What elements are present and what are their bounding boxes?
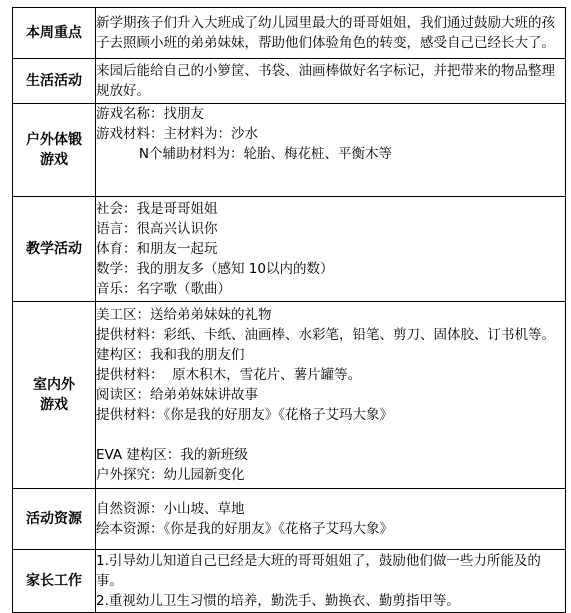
content-line: 新学期孩子们升入大班成了幼儿园里最大的哥哥姐姐，我们通过鼓励大班的孩子去照顾小班的弟弟妹妹，帮助他们体验角色的转变，感受自己已经长大了。 xyxy=(96,15,555,51)
content-teaching xyxy=(96,197,566,302)
content-line: 游戏名称：找朋友 xyxy=(96,106,204,122)
label-teaching: 教学活动 xyxy=(13,197,96,302)
content-indoor-outdoor-games xyxy=(96,302,566,489)
content-outdoor-games xyxy=(96,104,566,197)
content-line: 游戏材料：主材料为：沙水 xyxy=(96,126,258,142)
content-line: 美工区：送给弟弟妹妹的礼物 xyxy=(96,307,272,323)
label-resources: 活动资源 xyxy=(13,489,96,550)
row-parent-work xyxy=(13,550,566,613)
content-line: 绘本资源：《你是我的好朋友》《花格子艾玛大象》 xyxy=(96,521,393,537)
row-indoor-outdoor-games xyxy=(13,302,566,489)
content-line: N个辅助材料为：轮胎、梅花桩、平衡木等 xyxy=(96,146,393,162)
content-line: 提供材料： 原木积木，雪花片、薯片罐等。 xyxy=(96,367,362,383)
label-line: 游戏 xyxy=(40,397,68,413)
content-line: 数学：我的朋友多（感知 10以内的数） xyxy=(96,261,334,277)
label-daily-life: 生活活动 xyxy=(13,59,96,104)
content-resources xyxy=(96,489,566,550)
row-weekly-focus xyxy=(13,8,566,59)
label-weekly-focus: 本周重点 xyxy=(13,8,96,59)
content-line: 来园后能给自己的小箩筐、书袋、油画棒做好名字标记，并把带来的物品整理规放好。 xyxy=(96,63,555,99)
label-outdoor-games xyxy=(13,104,96,197)
row-outdoor-games xyxy=(13,104,566,197)
content-line: 提供材料：彩纸、卡纸、油画棒、水彩笔，铅笔、剪刀、固体胶、订书机等。 xyxy=(96,327,555,343)
label-indoor-outdoor-games xyxy=(13,302,96,489)
row-teaching xyxy=(13,197,566,302)
label-parent-work: 家长工作 xyxy=(13,550,96,613)
content-daily-life xyxy=(96,59,566,104)
content-line: 1.引导幼儿知道自己已经是大班的哥哥姐姐了，鼓励他们做一些力所能及的事。 xyxy=(96,553,541,589)
content-line: EVA 建构区：我的新班级 xyxy=(96,447,248,463)
label-line: 室内外 xyxy=(33,377,75,393)
content-line: 提供材料：《你是我的好朋友》《花格子艾玛大象》 xyxy=(96,407,393,423)
content-line: 音乐：名字歌（歌曲） xyxy=(96,281,231,297)
weekly-plan-table xyxy=(12,7,566,613)
content-parent-work xyxy=(96,550,566,613)
content-line: 建构区：我和我的朋友们 xyxy=(96,347,245,363)
row-resources xyxy=(13,489,566,550)
content-line: 自然资源：小山坡、草地 xyxy=(96,501,245,517)
content-line: 社会：我是哥哥姐姐 xyxy=(96,201,218,217)
label-line: 户外体锻 xyxy=(26,132,82,148)
blank-line xyxy=(96,425,565,445)
content-line: 语言：很高兴认识你 xyxy=(96,221,218,237)
row-daily-life xyxy=(13,59,566,104)
content-line: 户外探究：幼儿园新变化 xyxy=(96,467,245,483)
content-line: 2.重视幼儿卫生习惯的培养，勤洗手、勤换衣、勤剪指甲等。 xyxy=(96,593,460,609)
content-line: 体育：和朋友一起玩 xyxy=(96,241,218,257)
label-line: 游戏 xyxy=(40,152,68,168)
content-weekly-focus xyxy=(96,8,566,59)
content-line: 阅读区：给弟弟妹妹讲故事 xyxy=(96,387,258,403)
